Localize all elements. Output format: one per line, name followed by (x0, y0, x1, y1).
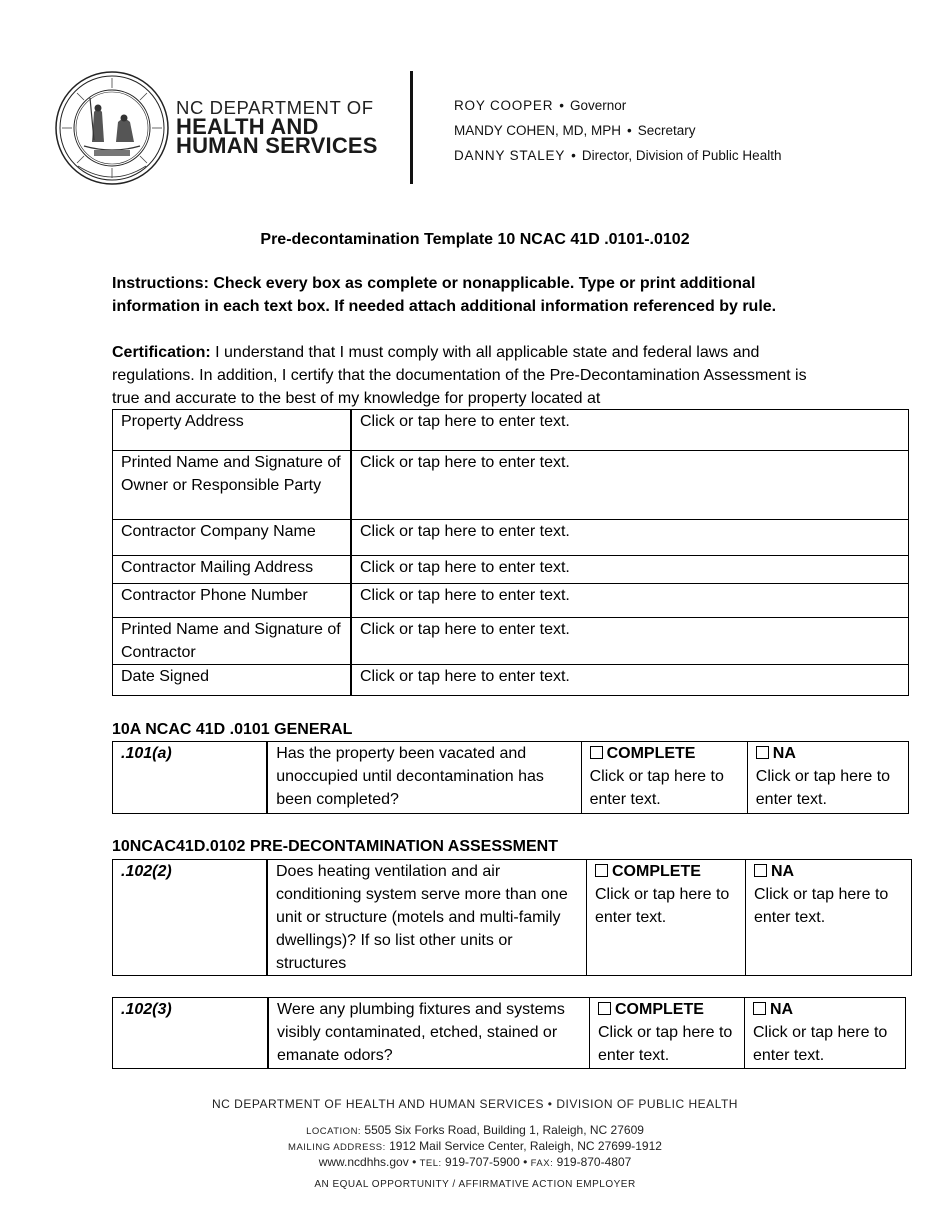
na-label: NA (771, 863, 795, 880)
row-label: Contractor Company Name (113, 520, 352, 556)
row-label: Printed Name and Signature of Owner or Responsible Party (113, 451, 352, 520)
certification-body: I understand that I must comply with all applicable state and federal laws and regulations. In addition, I certify that the documentation of the Pre-Decontamination Assessment is true and accurate to the best of my knowledge for property located at (112, 344, 807, 407)
row-label: Property Address (113, 410, 352, 451)
rule-question: Does heating ventilation and air conditioning system serve more than one unit or structure (motels and multi-family dwellings)? If so list other units or structures (267, 860, 587, 976)
table-row (113, 998, 906, 1069)
table-row (113, 584, 909, 618)
na-checkbox[interactable] (756, 746, 769, 759)
complete-checkbox[interactable] (598, 1002, 611, 1015)
footer-mailing-address: MAILING ADDRESS: 1912 Mail Service Center, Raleigh, NC 27699-1912 (288, 1139, 662, 1153)
table-row (113, 618, 909, 665)
header-divider (410, 71, 413, 184)
rule-table-101a (112, 741, 909, 814)
date-signed-input[interactable]: Click or tap here to enter text. (351, 665, 909, 696)
na-cell (747, 742, 908, 814)
na-label: NA (772, 745, 796, 762)
rule-table-102-2 (112, 859, 912, 976)
footer-website-link[interactable]: www.ncdhhs.gov (318, 1155, 409, 1169)
contractor-name-signature-input[interactable]: Click or tap here to enter text. (351, 618, 909, 665)
official-title: Director, Division of Public Health (581, 148, 782, 163)
na-cell (746, 860, 912, 976)
official-secretary: MANDY COHEN, MD, MPH • Secretary (454, 123, 696, 138)
official-title: Secretary (637, 123, 696, 138)
rule-question: Were any plumbing fixtures and systems visibly contaminated, etched, stained or emanate odors? (268, 998, 590, 1069)
owner-name-signature-input[interactable]: Click or tap here to enter text. (351, 451, 909, 520)
official-name: ROY COOPER (454, 98, 554, 113)
nc-state-seal-logo (54, 70, 170, 186)
document-title: Pre-decontamination Template 10 NCAC 41D .0101-.0102 (260, 231, 690, 248)
table-row (113, 520, 909, 556)
contractor-company-input[interactable]: Click or tap here to enter text. (351, 520, 909, 556)
instructions-text: Instructions: Check every box as complete or nonapplicable. Type or print additional information in each text box. If needed attach additional information referenced by rule. (112, 275, 777, 315)
footer-phone: 919-707-5900 (445, 1155, 520, 1169)
certification-label: Certification: (112, 344, 211, 361)
footer-fax: 919-870-4807 (556, 1155, 632, 1169)
rule-number: .102(2) (113, 860, 268, 976)
table-row (113, 742, 909, 814)
complete-text-input[interactable]: Click or tap here to enter text. (598, 1024, 733, 1064)
contractor-phone-input[interactable]: Click or tap here to enter text. (351, 584, 909, 618)
rule-number: .102(3) (113, 998, 269, 1069)
table-row (113, 410, 909, 451)
complete-label: COMPLETE (612, 863, 701, 880)
official-title: Governor (570, 98, 627, 113)
footer-eoe-statement: AN EQUAL OPPORTUNITY / AFFIRMATIVE ACTION EMPLOYER (314, 1179, 636, 1190)
complete-checkbox[interactable] (595, 864, 608, 877)
row-label: Date Signed (113, 665, 352, 696)
footer-location: LOCATION: 5505 Six Forks Road, Building 1, Raleigh, NC 27609 (306, 1123, 644, 1137)
property-info-table (112, 409, 909, 696)
official-director: DANNY STALEY • Director, Division of Public Health (454, 148, 782, 163)
row-label: Contractor Mailing Address (113, 556, 352, 584)
dept-name-line2: HEALTH AND (176, 114, 319, 139)
complete-cell (587, 860, 746, 976)
complete-cell (581, 742, 747, 814)
na-checkbox[interactable] (754, 864, 767, 877)
footer-department: NC DEPARTMENT OF HEALTH AND HUMAN SERVICES • DIVISION OF PUBLIC HEALTH (212, 1097, 738, 1111)
section-heading-assessment: 10NCAC41D.0102 PRE-DECONTAMINATION ASSESSMENT (112, 838, 559, 855)
na-text-input[interactable]: Click or tap here to enter text. (754, 886, 889, 926)
complete-label: COMPLETE (615, 1001, 704, 1018)
rule-table-102-3 (112, 997, 906, 1069)
na-text-input[interactable]: Click or tap here to enter text. (753, 1024, 888, 1064)
na-cell (745, 998, 906, 1069)
complete-text-input[interactable]: Click or tap here to enter text. (595, 886, 730, 926)
dept-name-line1: NC DEPARTMENT OF (176, 97, 374, 118)
official-governor: ROY COOPER • Governor (454, 98, 627, 113)
table-row (113, 665, 909, 696)
officials-list (454, 96, 781, 171)
table-row (113, 556, 909, 584)
complete-text-input[interactable]: Click or tap here to enter text. (589, 768, 724, 808)
complete-cell (590, 998, 745, 1069)
certification-text (112, 341, 832, 410)
row-label: Contractor Phone Number (113, 584, 352, 618)
table-row (113, 860, 912, 976)
official-name: DANNY STALEY (454, 148, 566, 163)
na-label: NA (770, 1001, 794, 1018)
table-row (113, 451, 909, 520)
property-address-input[interactable]: Click or tap here to enter text. (351, 410, 909, 451)
complete-label: COMPLETE (606, 745, 696, 762)
rule-question: Has the property been vacated and unoccupied until decontamination has been completed? (267, 742, 581, 814)
contractor-mailing-address-input[interactable]: Click or tap here to enter text. (351, 556, 909, 584)
complete-checkbox[interactable] (590, 746, 603, 759)
official-name: MANDY COHEN, MD, MPH (454, 123, 622, 138)
footer-contact: www.ncdhhs.gov • TEL: 919-707-5900 • FAX: 919-870-4807 (318, 1155, 632, 1169)
na-text-input[interactable]: Click or tap here to enter text. (755, 768, 891, 808)
section-heading-general: 10A NCAC 41D .0101 GENERAL (112, 721, 353, 738)
rule-number: .101(a) (113, 742, 268, 814)
row-label: Printed Name and Signature of Contractor (113, 618, 352, 665)
na-checkbox[interactable] (753, 1002, 766, 1015)
dept-name-line3: HUMAN SERVICES (176, 133, 378, 158)
